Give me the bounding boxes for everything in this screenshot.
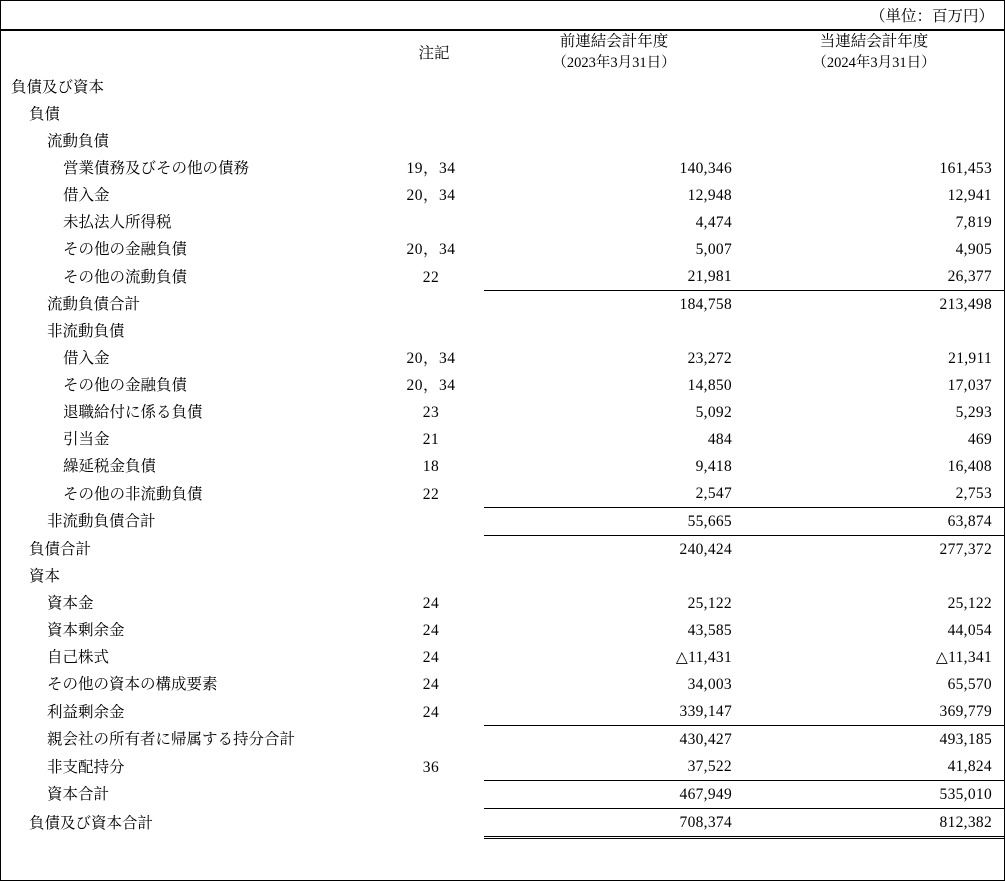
table-body [1, 74, 1004, 838]
row-value-curr: 213,498 [744, 291, 1004, 319]
row-note: 23 [422, 404, 440, 422]
row-note: 21 [422, 431, 440, 449]
row-value-curr: 277,372 [744, 536, 1004, 564]
row-value-prev: 2,547 [695, 485, 732, 503]
row-label: その他の金融負債 [63, 241, 188, 259]
table-row [1, 671, 1004, 698]
table-row [1, 209, 1004, 236]
table-header [1, 31, 1004, 74]
row-value-curr: 21,911 [948, 350, 992, 368]
row-note [384, 209, 484, 236]
column-header-note: 注記 [418, 44, 450, 62]
row-note: 24 [422, 622, 440, 640]
row-value-curr [744, 101, 1004, 128]
row-label: その他の金融負債 [63, 377, 188, 395]
row-value-prev: 467,949 [484, 781, 744, 809]
row-label: その他の資本の構成要素 [47, 676, 218, 694]
row-value-prev: 37,522 [687, 758, 732, 776]
row-value-curr: 161,453 [939, 160, 992, 178]
row-label: 資本金 [47, 595, 94, 613]
row-value-curr: 493,185 [744, 726, 1004, 754]
row-label: 負債 [29, 106, 61, 124]
table-row [1, 753, 1004, 781]
row-label: 借入金 [63, 350, 110, 368]
table-row [1, 236, 1004, 263]
row-value-curr: 369,779 [939, 703, 992, 721]
table-row [1, 453, 1004, 480]
row-value-prev: 55,665 [484, 508, 744, 536]
row-value-prev: 430,427 [484, 726, 744, 754]
row-value-prev: 12,948 [687, 187, 732, 205]
row-value-prev: 9,418 [695, 458, 732, 476]
row-value-prev [484, 128, 744, 155]
row-label: その他の流動負債 [63, 268, 188, 286]
table-row [1, 318, 1004, 345]
row-note [384, 563, 484, 590]
row-value-curr: 26,377 [947, 268, 992, 286]
row-note [384, 809, 484, 838]
row-value-prev: 43,585 [687, 622, 732, 640]
row-label: 引当金 [63, 431, 110, 449]
row-value-prev: 708,374 [484, 809, 744, 838]
table-row [1, 536, 1004, 564]
row-value-curr [744, 74, 1004, 101]
row-value-prev [484, 318, 744, 345]
row-label: 資本合計 [47, 786, 110, 804]
row-note [384, 74, 484, 101]
table-row [1, 480, 1004, 508]
row-value-curr: 2,753 [955, 485, 992, 503]
column-header-curr-line2: （2024年3月31日） [812, 55, 936, 72]
row-label: 繰延税金負債 [63, 458, 157, 476]
row-label: 利益剰余金 [47, 703, 125, 721]
table-row [1, 617, 1004, 644]
table-row [1, 809, 1004, 838]
table-row [1, 781, 1004, 809]
row-note: 36 [422, 758, 440, 776]
row-value-prev [484, 101, 744, 128]
row-note [384, 726, 484, 754]
table-row [1, 182, 1004, 209]
row-note: 24 [422, 595, 440, 613]
row-note: 20，34 [406, 187, 456, 205]
row-value-prev: 184,758 [484, 291, 744, 319]
row-value-prev: 21,981 [687, 268, 732, 286]
row-value-prev: 484 [707, 431, 732, 449]
row-value-prev: 140,346 [679, 160, 732, 178]
column-header-curr-line1: 当連結会計年度 [819, 33, 929, 50]
row-label: 退職給付に係る負債 [63, 404, 203, 422]
table-row [1, 128, 1004, 155]
row-note [384, 318, 484, 345]
row-value-curr: 5,293 [955, 404, 992, 422]
row-value-prev: 14,850 [687, 377, 732, 395]
column-header-prev-line1: 前連結会計年度 [559, 33, 669, 50]
row-note: 22 [422, 268, 440, 286]
row-label: 未払法人所得税 [63, 214, 172, 232]
row-value-curr [744, 563, 1004, 590]
row-note: 20，34 [406, 377, 456, 395]
row-value-prev [484, 563, 744, 590]
row-note [384, 508, 484, 536]
table-row [1, 291, 1004, 319]
row-value-curr: 469 [967, 431, 992, 449]
row-label: 負債及び資本 [11, 79, 105, 97]
row-note: 18 [422, 458, 440, 476]
row-label: 借入金 [63, 187, 110, 205]
row-note [384, 781, 484, 809]
row-note: 24 [422, 649, 440, 667]
row-value-curr: 7,819 [955, 214, 992, 232]
row-note [384, 536, 484, 564]
column-header-label [1, 31, 384, 74]
table-row [1, 74, 1004, 101]
row-value-prev: 4,474 [695, 214, 732, 232]
table-row [1, 101, 1004, 128]
row-label: 負債合計 [29, 541, 92, 559]
column-header-prev [484, 31, 744, 74]
header-row [1, 31, 1004, 74]
column-header-prev-line2: （2023年3月31日） [552, 55, 676, 72]
row-value-prev: 339,147 [679, 703, 732, 721]
row-label: 資本 [29, 568, 61, 586]
unit-note: （単位：百万円） [869, 8, 994, 25]
row-value-prev: 34,003 [687, 676, 732, 694]
row-label: その他の非流動負債 [63, 485, 203, 503]
table-row [1, 508, 1004, 536]
row-label: 非流動負債合計 [47, 513, 156, 531]
row-label: 資本剰余金 [47, 622, 125, 640]
table-row [1, 263, 1004, 291]
row-value-prev: 23,272 [687, 350, 732, 368]
row-note [384, 101, 484, 128]
table-row [1, 644, 1004, 671]
row-value-curr [744, 128, 1004, 155]
row-label: 非支配持分 [47, 758, 125, 776]
row-note: 20，34 [406, 350, 456, 368]
row-value-curr: 25,122 [947, 595, 992, 613]
row-label: 親会社の所有者に帰属する持分合計 [47, 731, 296, 749]
row-value-prev: 25,122 [687, 595, 732, 613]
table-row [1, 726, 1004, 754]
table-row [1, 590, 1004, 617]
table-row [1, 426, 1004, 453]
row-label: 流動負債合計 [47, 296, 141, 314]
row-label: 流動負債 [47, 133, 110, 151]
row-value-curr: 535,010 [744, 781, 1004, 809]
row-value-curr: 63,874 [744, 508, 1004, 536]
row-value-prev: △11,431 [675, 649, 732, 667]
row-note: 19，34 [406, 160, 456, 178]
table-row [1, 399, 1004, 426]
row-value-curr [744, 318, 1004, 345]
row-note [384, 291, 484, 319]
row-value-curr: 44,054 [947, 622, 992, 640]
row-value-prev: 5,092 [695, 404, 732, 422]
row-value-curr: △11,341 [935, 649, 992, 667]
row-note: 20，34 [406, 241, 456, 259]
row-value-curr: 17,037 [947, 377, 992, 395]
row-label: 負債及び資本合計 [29, 814, 154, 832]
table-row [1, 345, 1004, 372]
table-row [1, 372, 1004, 399]
column-header-curr [744, 31, 1004, 74]
row-note: 24 [422, 676, 440, 694]
row-note [384, 128, 484, 155]
balance-sheet-table [1, 31, 1004, 839]
row-value-curr: 4,905 [955, 241, 992, 259]
row-value-prev: 5,007 [695, 241, 732, 259]
row-value-curr: 12,941 [947, 187, 992, 205]
row-value-curr: 41,824 [947, 758, 992, 776]
row-value-prev: 240,424 [484, 536, 744, 564]
row-label: 非流動負債 [47, 323, 125, 341]
table-row [1, 698, 1004, 726]
row-label: 営業債務及びその他の債務 [63, 160, 250, 178]
row-value-curr: 65,570 [947, 676, 992, 694]
row-note: 24 [422, 703, 440, 721]
row-note: 22 [422, 485, 440, 503]
row-value-prev [484, 74, 744, 101]
table-row [1, 563, 1004, 590]
row-value-curr: 16,408 [947, 458, 992, 476]
row-value-curr: 812,382 [744, 809, 1004, 838]
row-label: 自己株式 [47, 649, 110, 667]
table-row [1, 155, 1004, 182]
